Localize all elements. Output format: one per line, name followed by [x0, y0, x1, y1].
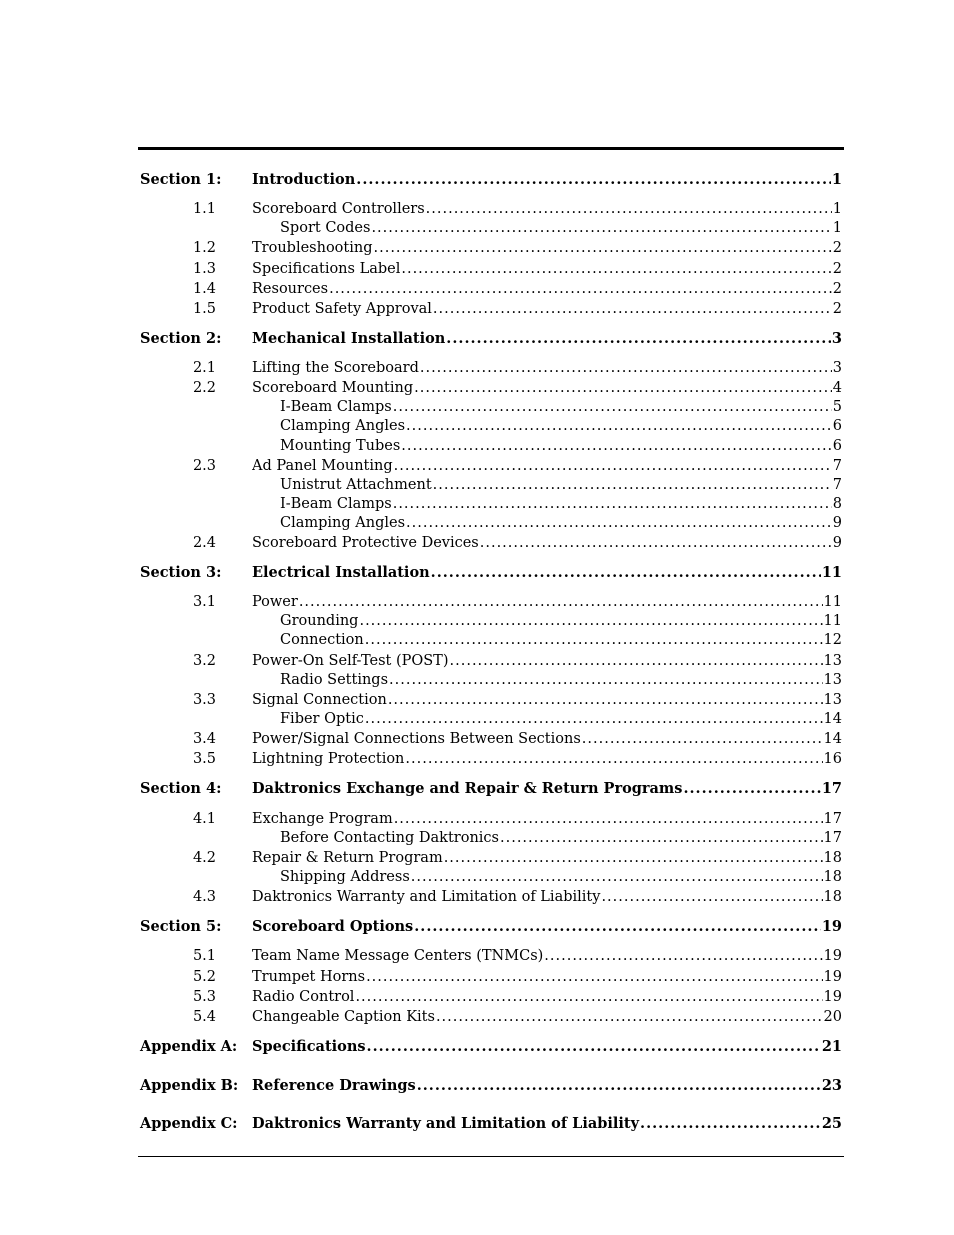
- entry-title: Sport Codes: [280, 220, 371, 236]
- section-label: Appendix C:: [140, 1115, 238, 1132]
- page-number: 18: [823, 850, 842, 866]
- entry-title: Team Name Message Centers (TNMCs): [252, 948, 544, 964]
- toc-entry-row[interactable]: [0, 199, 954, 219]
- dot-leader: [414, 378, 832, 398]
- entry-title: Power/Signal Connections Between Sections: [252, 731, 581, 747]
- subsection-number: 2.4: [192, 535, 216, 551]
- page-number: 16: [823, 751, 842, 767]
- section-label: Section 4:: [140, 780, 222, 797]
- page-number: 13: [823, 653, 842, 669]
- entry-title: Ad Panel Mounting: [252, 458, 393, 474]
- page-number: 1: [831, 171, 842, 188]
- toc-entry-row[interactable]: [0, 709, 954, 729]
- page-number: 2: [832, 281, 842, 297]
- toc-entry: [280, 218, 842, 238]
- dot-leader: [401, 436, 832, 456]
- page-number: 14: [823, 731, 842, 747]
- toc-entry: [280, 494, 842, 514]
- dot-leader: [640, 1114, 821, 1134]
- toc-entry-row[interactable]: [0, 358, 954, 378]
- entry-title: Shipping Address: [280, 869, 410, 885]
- page-number: 23: [821, 1077, 842, 1094]
- subsection-number: 1.1: [192, 201, 216, 217]
- section-label: Section 3:: [140, 564, 222, 581]
- page-number: 9: [832, 535, 842, 551]
- entry-title: Radio Control: [252, 989, 355, 1005]
- toc-entry-row[interactable]: [0, 456, 954, 476]
- toc-entry: [252, 279, 842, 299]
- toc-entry: [252, 199, 842, 219]
- page-number: 7: [832, 477, 842, 493]
- toc-entry: [252, 238, 842, 258]
- dot-leader: [355, 987, 822, 1007]
- toc-entry: [252, 533, 842, 553]
- toc-entry: [252, 1076, 842, 1096]
- section-label: Section 5:: [140, 918, 222, 935]
- dot-leader: [480, 533, 832, 553]
- dot-leader: [299, 592, 823, 612]
- dot-leader: [414, 917, 821, 937]
- entry-title: Fiber Optic: [280, 711, 364, 727]
- subsection-number: 3.2: [192, 653, 216, 669]
- toc-entry: [280, 670, 842, 690]
- toc-entry: [252, 809, 842, 829]
- subsection-number: 4.1: [192, 811, 216, 827]
- toc-entry: [280, 436, 842, 456]
- subsection-number: 1.3: [192, 261, 216, 277]
- entry-title: Grounding: [280, 613, 359, 629]
- toc-section-row[interactable]: [0, 563, 954, 583]
- page-number: 1: [832, 201, 842, 217]
- dot-leader: [367, 1037, 821, 1057]
- subsection-number: 5.3: [192, 989, 216, 1005]
- section-label: Section 1:: [140, 171, 222, 188]
- toc-entry-row[interactable]: [0, 809, 954, 829]
- dot-leader: [446, 329, 831, 349]
- toc-entry-row[interactable]: [0, 436, 954, 456]
- toc-entry-row[interactable]: [0, 533, 954, 553]
- page-number: 11: [823, 613, 842, 629]
- toc-entry-row[interactable]: [0, 967, 954, 987]
- entry-title: Product Safety Approval: [252, 301, 432, 317]
- toc-entry: [252, 729, 842, 749]
- toc-entry-row[interactable]: [0, 630, 954, 650]
- entry-title: Clamping Angles: [280, 418, 406, 434]
- entry-title: Daktronics Warranty and Limitation of Liability: [252, 889, 601, 905]
- dot-leader: [393, 397, 832, 417]
- subsection-number: 3.5: [192, 751, 216, 767]
- entry-title: Unistrut Attachment: [280, 477, 432, 493]
- toc-entry: [280, 475, 842, 495]
- page-number: 6: [832, 438, 842, 454]
- page-number: 14: [823, 711, 842, 727]
- page-number: 3: [832, 360, 842, 376]
- dot-leader: [366, 967, 822, 987]
- entry-title: Signal Connection: [252, 692, 387, 708]
- toc-entry-row[interactable]: [0, 299, 954, 319]
- entry-title: Connection: [280, 632, 364, 648]
- section-label: Appendix A:: [140, 1038, 238, 1055]
- page-number: 19: [823, 969, 842, 985]
- entry-title: Power-On Self-Test (POST): [252, 653, 449, 669]
- toc-entry-row[interactable]: [0, 279, 954, 299]
- dot-leader: [436, 1007, 823, 1027]
- toc-entry: [252, 690, 842, 710]
- entry-title: Scoreboard Protective Devices: [252, 535, 479, 551]
- toc-entry-row[interactable]: [0, 729, 954, 749]
- toc-entry: [252, 967, 842, 987]
- entry-title: I-Beam Clamps: [280, 496, 392, 512]
- entry-title: Lightning Protection: [252, 751, 405, 767]
- subsection-number: 2.2: [192, 380, 216, 396]
- toc-entry: [252, 1007, 842, 1027]
- toc-entry-row[interactable]: [0, 1007, 954, 1027]
- page-number: 5: [832, 399, 842, 415]
- toc-entry: [280, 630, 842, 650]
- page-number: 6: [832, 418, 842, 434]
- page-number: 11: [821, 564, 842, 581]
- entry-title: Daktronics Warranty and Limitation of Liability: [252, 1115, 640, 1132]
- entry-title: Before Contacting Daktronics: [280, 830, 499, 846]
- toc-entry: [252, 259, 842, 279]
- section-label: Section 2:: [140, 330, 222, 347]
- toc-entry: [252, 170, 842, 190]
- entry-title: Exchange Program: [252, 811, 393, 827]
- toc-entry-row[interactable]: [0, 218, 954, 238]
- toc-entry: [252, 987, 842, 1007]
- entry-title: Introduction: [252, 171, 356, 188]
- page-number: 2: [832, 301, 842, 317]
- subsection-number: 3.4: [192, 731, 216, 747]
- toc-entry: [280, 867, 842, 887]
- toc-entry-row[interactable]: [0, 651, 954, 671]
- toc-entry: [252, 887, 842, 907]
- dot-leader: [406, 416, 832, 436]
- section-label: Appendix B:: [140, 1077, 239, 1094]
- toc-section-row[interactable]: [0, 917, 954, 937]
- entry-title: Specifications Label: [252, 261, 401, 277]
- page-number: 2: [832, 261, 842, 277]
- toc-entry: [252, 299, 842, 319]
- entry-title: Mechanical Installation: [252, 330, 446, 347]
- toc-entry: [252, 1114, 842, 1134]
- page-number: 21: [821, 1038, 842, 1055]
- toc-entry: [252, 651, 842, 671]
- toc-entry-row[interactable]: [0, 946, 954, 966]
- dot-leader: [393, 494, 832, 514]
- page-number: 2: [832, 240, 842, 256]
- toc-entry: [252, 749, 842, 769]
- toc-entry-row[interactable]: [0, 690, 954, 710]
- toc-entry: [280, 611, 842, 631]
- page-number: 19: [823, 948, 842, 964]
- toc-entry-row[interactable]: [0, 513, 954, 533]
- page-number: 19: [821, 918, 842, 935]
- toc-entry: [280, 709, 842, 729]
- dot-leader: [329, 279, 832, 299]
- toc-section-row[interactable]: [0, 1114, 954, 1134]
- subsection-number: 4.3: [192, 889, 216, 905]
- page-number: 18: [823, 889, 842, 905]
- dot-leader: [371, 218, 831, 238]
- page-number: 19: [823, 989, 842, 1005]
- entry-title: Power: [252, 594, 298, 610]
- dot-leader: [394, 809, 823, 829]
- entry-title: Radio Settings: [280, 672, 389, 688]
- toc-entry: [280, 513, 842, 533]
- entry-title: Electrical Installation: [252, 564, 430, 581]
- subsection-number: 5.2: [192, 969, 216, 985]
- subsection-number: 2.1: [192, 360, 216, 376]
- toc-entry-row[interactable]: [0, 494, 954, 514]
- subsection-number: 5.1: [192, 948, 216, 964]
- subsection-number: 1.5: [192, 301, 216, 317]
- toc-entry: [280, 416, 842, 436]
- dot-leader: [444, 848, 823, 868]
- toc-entry-row[interactable]: [0, 749, 954, 769]
- toc-entry-row[interactable]: [0, 397, 954, 417]
- dot-leader: [359, 611, 822, 631]
- entry-title: Daktronics Exchange and Repair & Return Programs: [252, 780, 683, 797]
- entry-title: Resources: [252, 281, 329, 297]
- toc-entry: [252, 456, 842, 476]
- page-number: 25: [821, 1115, 842, 1132]
- toc-entry-row[interactable]: [0, 828, 954, 848]
- page-number: 7: [832, 458, 842, 474]
- page-number: 8: [832, 496, 842, 512]
- toc-entry: [280, 828, 842, 848]
- dot-leader: [582, 729, 823, 749]
- dot-leader: [388, 690, 823, 710]
- entry-title: I-Beam Clamps: [280, 399, 392, 415]
- entry-title: Troubleshooting: [252, 240, 373, 256]
- toc-entry: [252, 592, 842, 612]
- toc-entry-row[interactable]: [0, 592, 954, 612]
- bottom-rule: [138, 1156, 844, 1157]
- subsection-number: 3.1: [192, 594, 216, 610]
- toc-entry: [252, 563, 842, 583]
- dot-leader: [683, 779, 820, 799]
- dot-leader: [433, 299, 832, 319]
- toc-entry-row[interactable]: [0, 867, 954, 887]
- subsection-number: 3.3: [192, 692, 216, 708]
- subsection-number: 2.3: [192, 458, 216, 474]
- entry-title: Lifting the Scoreboard: [252, 360, 419, 376]
- page-number: 3: [831, 330, 842, 347]
- page-number: 20: [823, 1009, 842, 1025]
- toc-entry-row[interactable]: [0, 848, 954, 868]
- dot-leader: [405, 749, 822, 769]
- dot-leader: [365, 630, 823, 650]
- toc-section-row[interactable]: [0, 1076, 954, 1096]
- entry-title: Scoreboard Options: [252, 918, 414, 935]
- toc-entry: [252, 946, 842, 966]
- dot-leader: [394, 456, 832, 476]
- dot-leader: [431, 563, 821, 583]
- toc-entry: [252, 779, 842, 799]
- toc-entry-row[interactable]: [0, 611, 954, 631]
- dot-leader: [411, 867, 823, 887]
- toc-entry: [252, 329, 842, 349]
- toc-entry-row[interactable]: [0, 670, 954, 690]
- page-number: 18: [823, 869, 842, 885]
- subsection-number: 1.4: [192, 281, 216, 297]
- subsection-number: 5.4: [192, 1009, 216, 1025]
- entry-title: Clamping Angles: [280, 515, 406, 531]
- page-number: 4: [832, 380, 842, 396]
- toc-section-row[interactable]: [0, 329, 954, 349]
- page-number: 11: [823, 594, 842, 610]
- dot-leader: [406, 513, 832, 533]
- dot-leader: [417, 1076, 821, 1096]
- dot-leader: [356, 170, 831, 190]
- toc-entry: [280, 397, 842, 417]
- subsection-number: 1.2: [192, 240, 216, 256]
- toc-entry-row[interactable]: [0, 259, 954, 279]
- page-number: 17: [823, 811, 842, 827]
- page-number: 12: [823, 632, 842, 648]
- dot-leader: [401, 259, 831, 279]
- entry-title: Scoreboard Controllers: [252, 201, 425, 217]
- toc-entry-row[interactable]: [0, 987, 954, 1007]
- toc-entry-row[interactable]: [0, 238, 954, 258]
- dot-leader: [450, 651, 823, 671]
- toc-entry: [252, 358, 842, 378]
- dot-leader: [389, 670, 823, 690]
- toc-entry: [252, 917, 842, 937]
- toc-entry-row[interactable]: [0, 475, 954, 495]
- dot-leader: [544, 946, 822, 966]
- toc-entry: [252, 848, 842, 868]
- entry-title: Repair & Return Program: [252, 850, 443, 866]
- page-number: 17: [821, 780, 842, 797]
- toc-section-row[interactable]: [0, 170, 954, 190]
- entry-title: Reference Drawings: [252, 1077, 416, 1094]
- dot-leader: [420, 358, 832, 378]
- toc-section-row[interactable]: [0, 1037, 954, 1057]
- subsection-number: 4.2: [192, 850, 216, 866]
- toc-entry: [252, 1037, 842, 1057]
- entry-title: Mounting Tubes: [280, 438, 401, 454]
- entry-title: Changeable Caption Kits: [252, 1009, 435, 1025]
- top-rule: [138, 147, 844, 150]
- dot-leader: [426, 199, 832, 219]
- dot-leader: [601, 887, 822, 907]
- dot-leader: [365, 709, 823, 729]
- toc-entry-row[interactable]: [0, 887, 954, 907]
- page-number: 13: [823, 672, 842, 688]
- page-number: 1: [832, 220, 842, 236]
- toc-entry: [252, 378, 842, 398]
- page-number: 9: [832, 515, 842, 531]
- toc-section-row[interactable]: [0, 779, 954, 799]
- entry-title: Trumpet Horns: [252, 969, 366, 985]
- entry-title: Specifications: [252, 1038, 366, 1055]
- dot-leader: [500, 828, 823, 848]
- page-number: 17: [823, 830, 842, 846]
- toc-entry-row[interactable]: [0, 416, 954, 436]
- toc-entry-row[interactable]: [0, 378, 954, 398]
- entry-title: Scoreboard Mounting: [252, 380, 414, 396]
- page-number: 13: [823, 692, 842, 708]
- dot-leader: [374, 238, 832, 258]
- dot-leader: [433, 475, 832, 495]
